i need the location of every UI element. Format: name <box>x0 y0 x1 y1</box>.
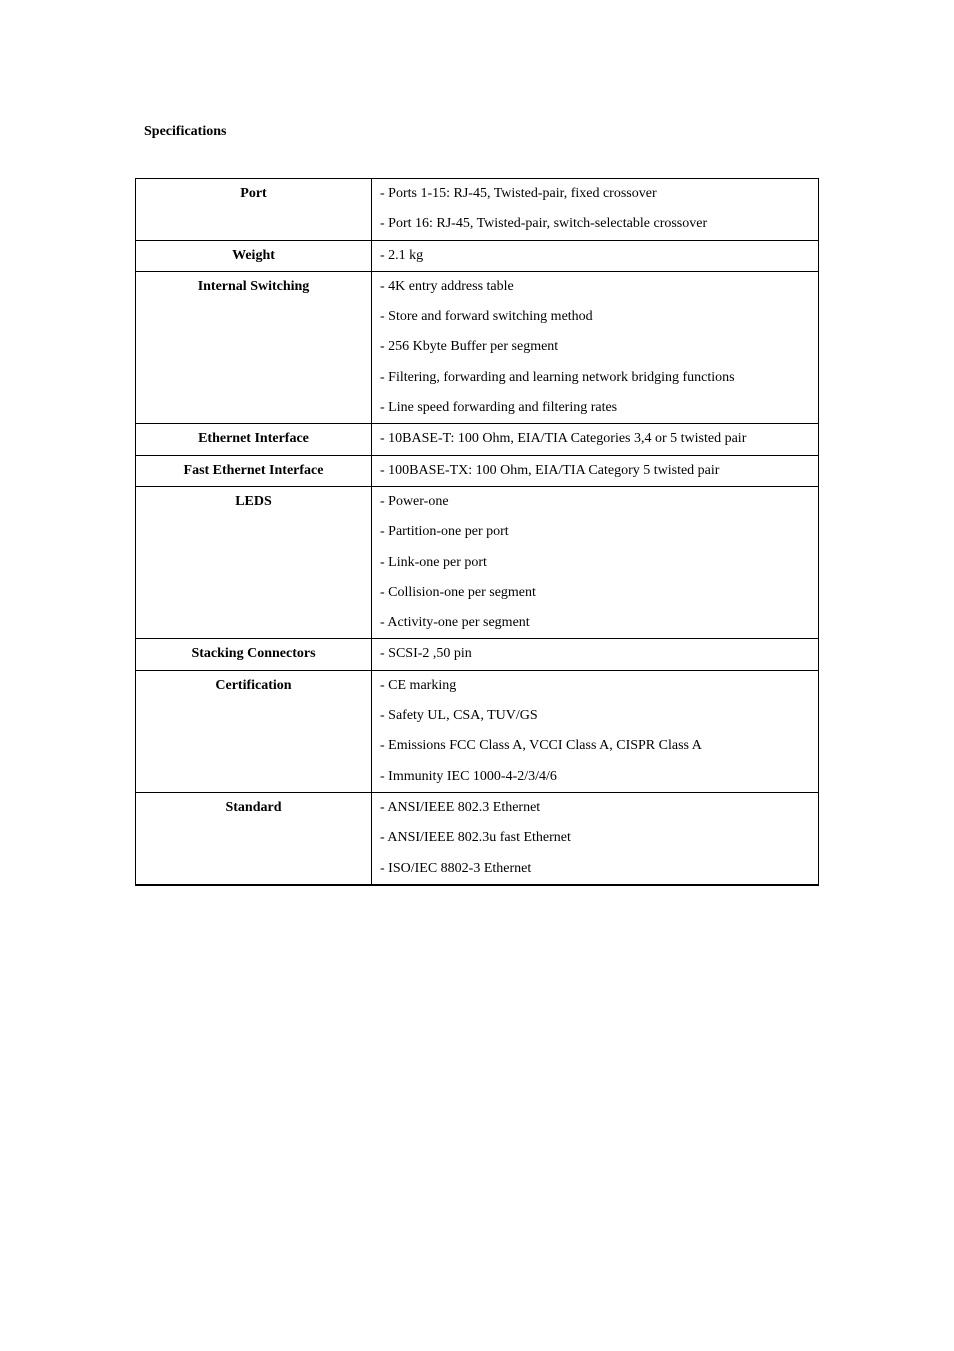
spec-value-cell <box>372 424 819 455</box>
spec-value-cell <box>372 639 819 670</box>
spec-label-cell <box>136 670 372 792</box>
spec-value-cell <box>372 240 819 271</box>
spec-value-cell <box>372 271 819 423</box>
spec-value-line: - Link-one per port <box>380 554 487 570</box>
spec-row <box>136 455 819 486</box>
spec-row <box>136 486 819 638</box>
spec-value-line: - ANSI/IEEE 802.3 Ethernet <box>380 799 541 815</box>
spec-value-line: - ISO/IEC 8802-3 Ethernet <box>380 860 532 876</box>
specifications-table <box>135 178 819 886</box>
spec-label: Internal Switching <box>197 278 310 294</box>
spec-value-line: - CE marking <box>380 677 457 693</box>
spec-label-cell <box>136 455 372 486</box>
spec-label-cell <box>136 179 372 241</box>
spec-value-line: - Filtering, forwarding and learning network bridging functions <box>380 369 735 385</box>
spec-value-line: - Ports 1-15: RJ-45, Twisted-pair, fixed crossover <box>380 186 657 201</box>
spec-value-cell <box>372 670 819 792</box>
specifications-table-body <box>136 179 819 885</box>
spec-row <box>136 670 819 792</box>
spec-label-cell <box>136 486 372 638</box>
spec-value-line: - SCSI-2 ,50 pin <box>380 646 472 662</box>
spec-label-cell <box>136 424 372 455</box>
spec-value-line: - 4K entry address table <box>380 278 514 294</box>
spec-value-line: - 100BASE-TX: 100 Ohm, EIA/TIA Category 5 twisted pair <box>380 462 720 478</box>
spec-value-line: - Partition-one per port <box>380 524 509 540</box>
spec-row <box>136 179 819 241</box>
spec-label: Weight <box>232 247 275 263</box>
spec-value-line: - 256 Kbyte Buffer per segment <box>380 339 559 355</box>
spec-row <box>136 240 819 271</box>
spec-value-line: - 2.1 kg <box>380 247 424 263</box>
spec-label: Ethernet Interface <box>198 431 309 447</box>
spec-row <box>136 271 819 423</box>
page-title: Specifications <box>144 124 227 139</box>
spec-value-line: - 10BASE-T: 100 Ohm, EIA/TIA Categories 3,4 or 5 twisted pair <box>380 431 747 447</box>
spec-label-cell <box>136 271 372 423</box>
spec-row <box>136 639 819 670</box>
spec-label: Standard <box>225 799 282 815</box>
spec-value-line: - Immunity IEC 1000-4-2/3/4/6 <box>380 768 557 784</box>
spec-value-cell <box>372 792 819 884</box>
spec-value-line: - Activity-one per segment <box>380 615 530 631</box>
spec-label-cell <box>136 639 372 670</box>
spec-row <box>136 792 819 884</box>
spec-label: Stacking Connectors <box>191 646 316 662</box>
spec-value-line: - Collision-one per segment <box>380 584 536 600</box>
spec-value-line: - Store and forward switching method <box>380 309 593 325</box>
spec-value-line: - Power-one <box>380 493 449 509</box>
spec-value-cell <box>372 179 819 241</box>
spec-label: Port <box>240 186 267 201</box>
spec-value-cell <box>372 455 819 486</box>
spec-value-line: - Port 16: RJ-45, Twisted-pair, switch-selectable crossover <box>380 216 708 232</box>
spec-value-cell <box>372 486 819 638</box>
spec-label: Certification <box>215 677 292 693</box>
spec-label-cell <box>136 792 372 884</box>
spec-value-line: - Emissions FCC Class A, VCCI Class A, CISPR Class A <box>380 738 702 754</box>
spec-value-line: - Line speed forwarding and filtering rates <box>380 400 618 416</box>
spec-value-line: - Safety UL, CSA, TUV/GS <box>380 708 538 724</box>
spec-value-line: - ANSI/IEEE 802.3u fast Ethernet <box>380 830 571 846</box>
spec-label: LEDS <box>235 493 272 509</box>
spec-label: Fast Ethernet Interface <box>183 462 324 478</box>
spec-label-cell <box>136 240 372 271</box>
spec-row <box>136 424 819 455</box>
